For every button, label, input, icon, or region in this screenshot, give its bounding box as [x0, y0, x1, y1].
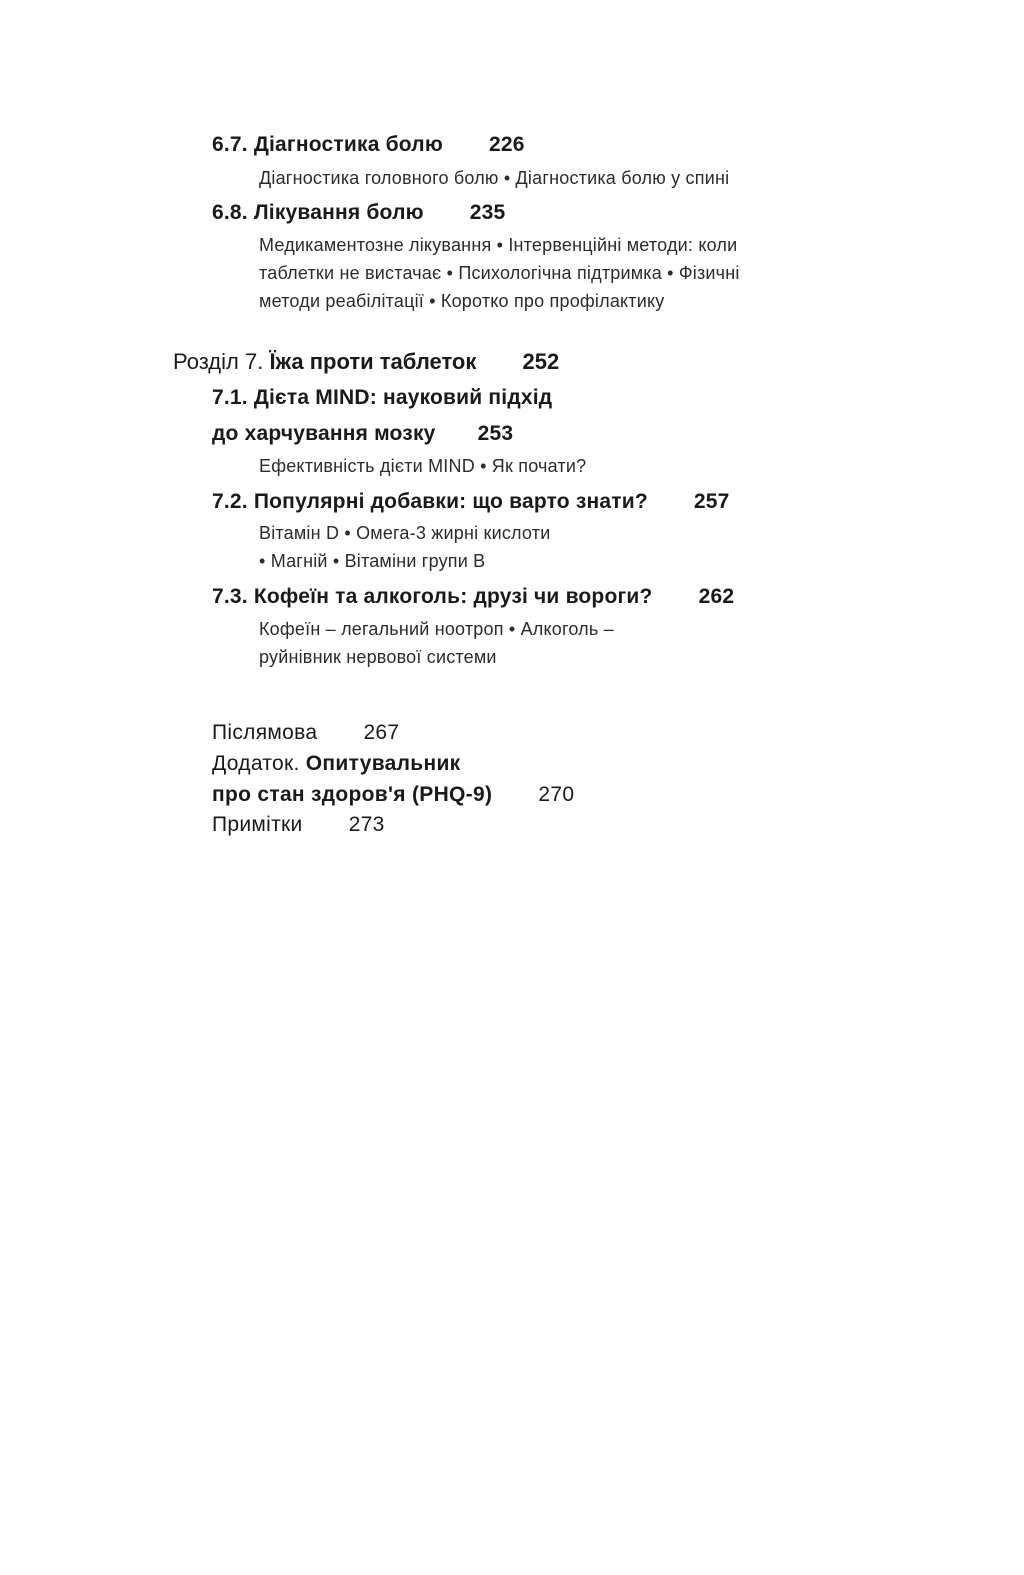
toc-title: 7.2. Популярні добавки: що варто знати?: [212, 490, 648, 513]
toc-title: Примітки: [212, 813, 303, 836]
toc-entry-7-2: [212, 490, 730, 514]
toc-title: до харчування мозку: [212, 422, 436, 445]
toc-subtopics-7-1: Ефективність дієти MIND • Як почати?: [259, 456, 587, 476]
toc-page-number: 273: [348, 813, 385, 836]
chapter-title: Їжа проти таблеток: [269, 349, 477, 374]
toc-page-number: 262: [698, 585, 735, 608]
toc-page-number: 253: [477, 422, 514, 445]
toc-title: Післямова: [212, 721, 318, 744]
appendix-title: Опитувальник: [305, 752, 461, 775]
chapter-label: Розділ 7.: [173, 349, 264, 374]
toc-chapter-7: [173, 349, 559, 375]
toc-title: 7.3. Кофеїн та алкоголь: друзі чи вороги?: [212, 585, 653, 608]
toc-entry-7-3: [212, 585, 734, 609]
toc-page-number: 270: [538, 783, 575, 806]
appendix-title: про стан здоров'я (PHQ-9): [212, 783, 493, 806]
toc-subtopics-6-8-line1: Медикаментозне лікування • Інтервенційні методи: коли: [259, 235, 738, 255]
appendix-label: Додаток.: [212, 752, 300, 775]
toc-subtopics-6-8-line3: методи реабілітації • Коротко про профілактику: [259, 291, 665, 311]
toc-subtopics-7-3-line1: Кофеїн – легальний ноотроп • Алкоголь –: [259, 619, 614, 639]
toc-page-number: 267: [363, 721, 400, 744]
toc-title: 6.7. Діагностика болю: [212, 133, 443, 156]
toc-subtopics-7-2-line2: • Магній • Вітаміни групи B: [259, 551, 486, 571]
toc-subtopics-7-3-line2: руйнівник нервової системи: [259, 647, 497, 667]
toc-page-number: 226: [489, 133, 525, 156]
toc-subtopics-6-7: Діагностика головного болю • Діагностика болю у спині: [259, 168, 730, 188]
toc-page-number: 235: [469, 201, 506, 224]
toc-subtopics-7-2-line1: Вітамін D • Омега-3 жирні кислоти: [259, 523, 551, 543]
toc-appendix-line2: [212, 783, 574, 807]
toc-notes: [212, 813, 385, 837]
toc-afterword: [212, 721, 399, 745]
toc-title: 6.8. Лікування болю: [212, 201, 424, 224]
toc-appendix-line1: [212, 752, 460, 776]
toc-page-number: 257: [693, 490, 730, 513]
toc-page-number: 252: [522, 349, 560, 374]
toc-subtopics-6-8-line2: таблетки не вистачає • Психологічна підтримка • Фізичні: [259, 263, 740, 283]
toc-entry-6-8: [212, 201, 505, 225]
toc-entry-6-7: [212, 133, 525, 157]
toc-entry-7-1-line2: [212, 422, 513, 446]
toc-entry-7-1-line1: 7.1. Дієта MIND: науковий підхід: [212, 386, 553, 409]
